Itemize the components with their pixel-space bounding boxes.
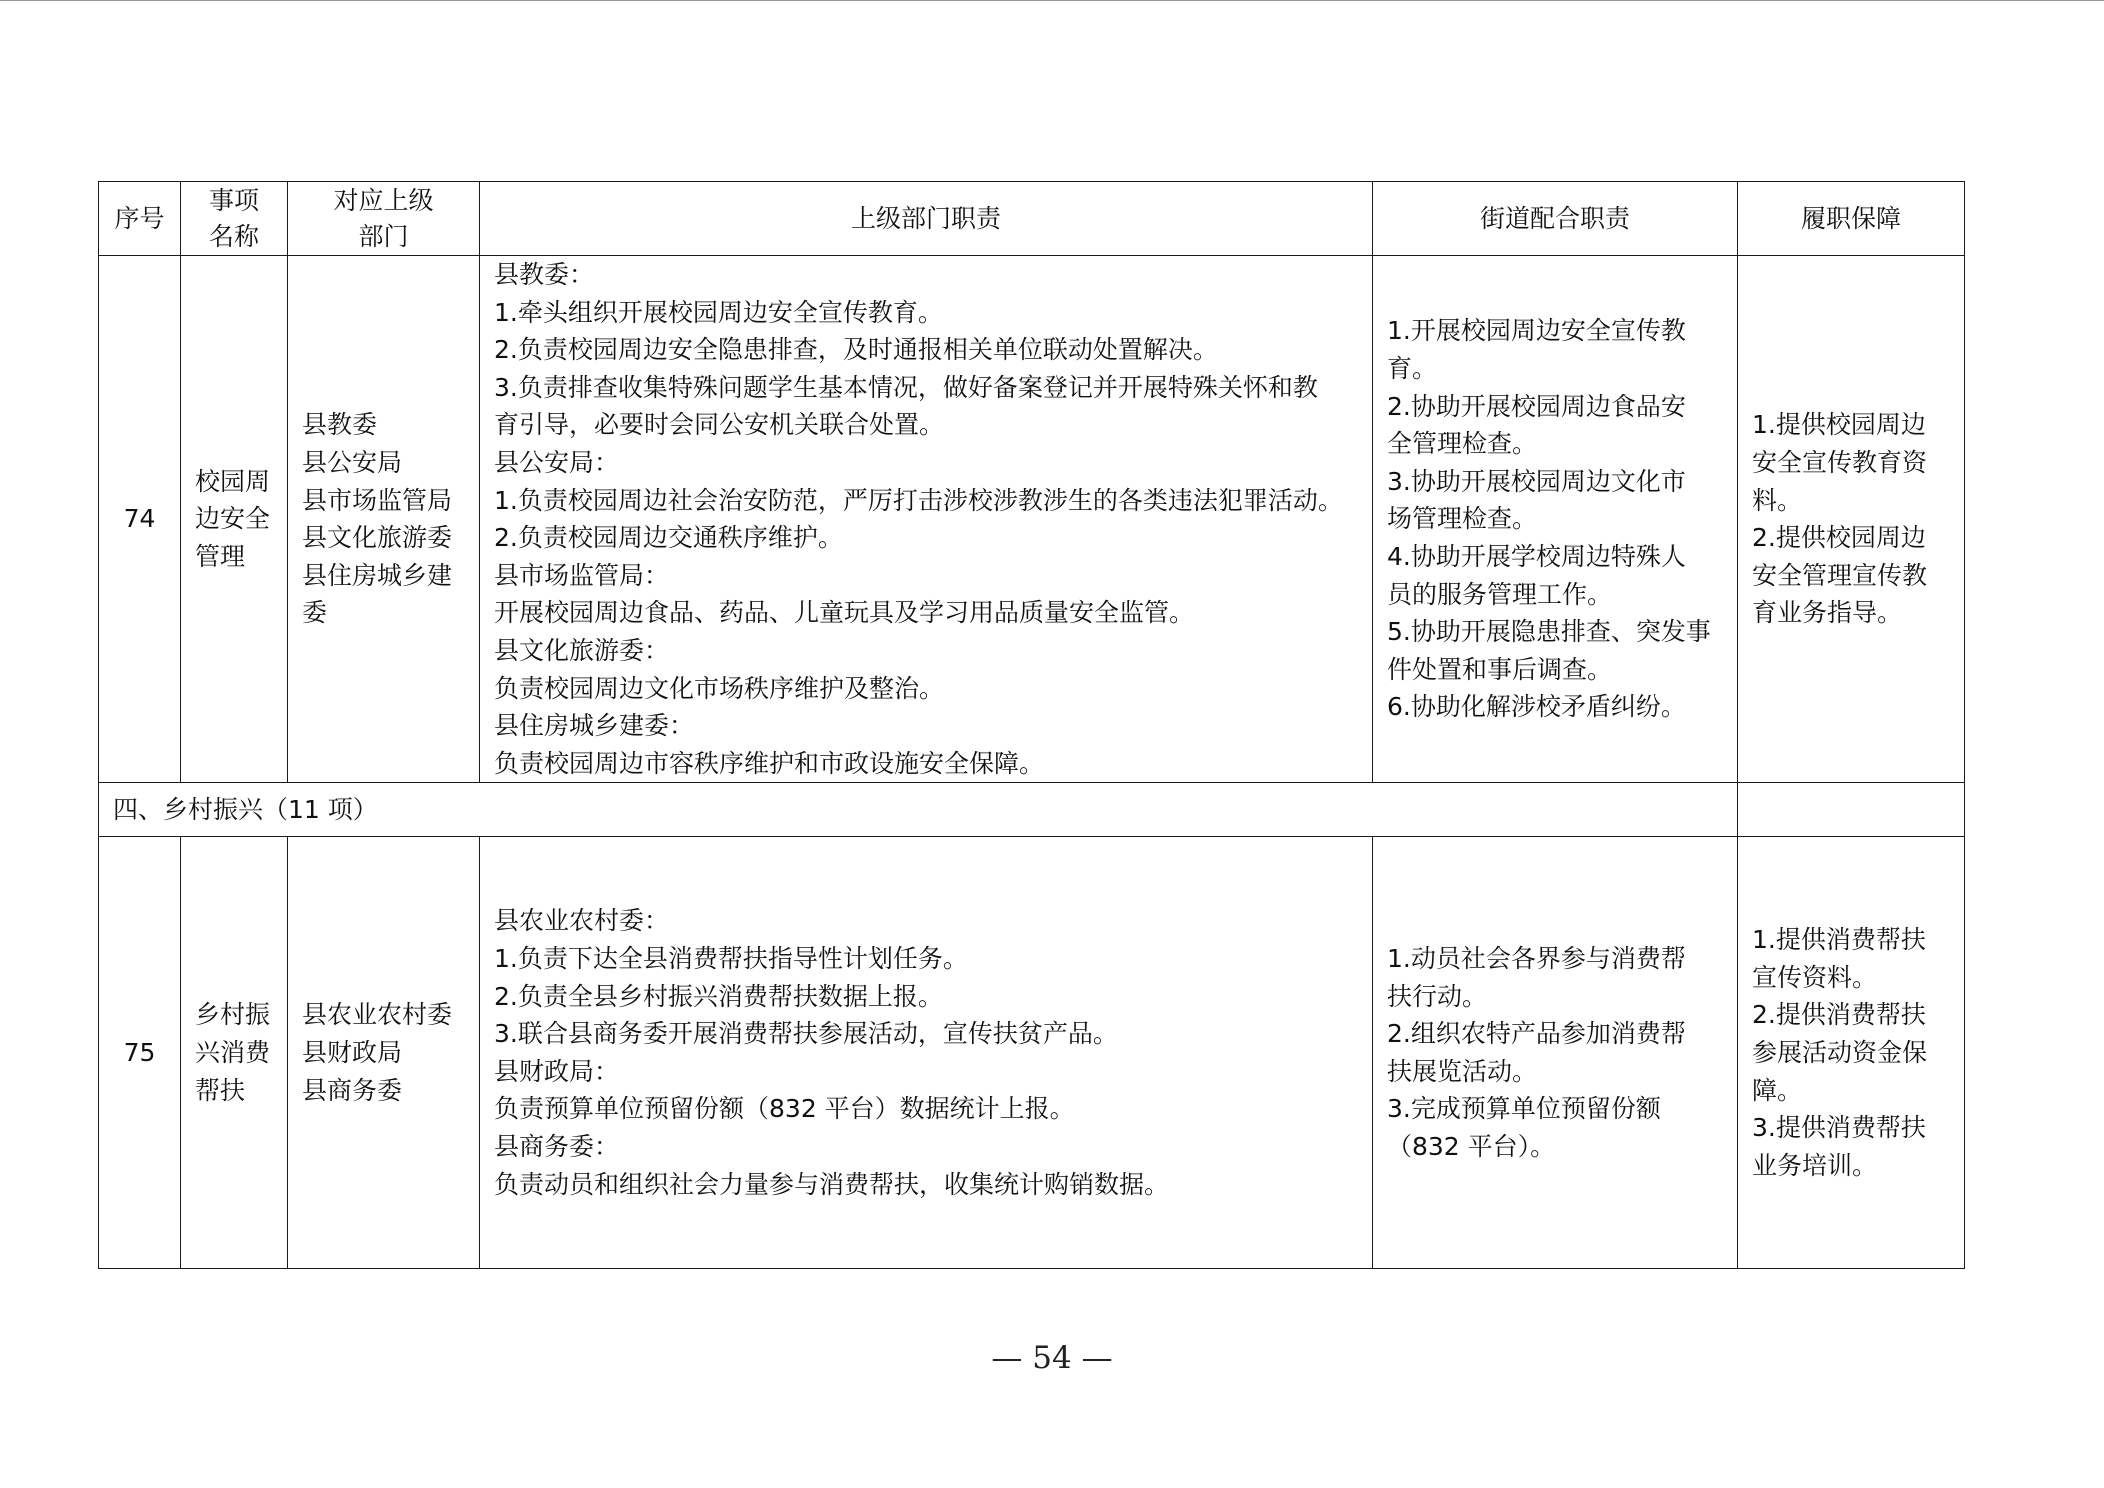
page-number: — 54 — xyxy=(991,1340,1113,1376)
dept-line: 县农业农村委 xyxy=(302,1000,453,1030)
guarantee-line: 安全管理宣传教 xyxy=(1752,560,1928,590)
section-row xyxy=(99,783,1965,837)
street-line: 员的服务管理工作。 xyxy=(1387,579,1613,609)
duty-line: 负责预算单位预留份额（832 平台）数据统计上报。 xyxy=(494,1094,1075,1124)
dept-line: 县住房城乡建 xyxy=(302,560,453,590)
guarantee-line: 1.提供校园周边 xyxy=(1752,410,1926,440)
header-dept xyxy=(288,182,480,256)
header-item-name xyxy=(181,182,288,256)
header-street-duties: 街道配合职责 xyxy=(1373,182,1738,256)
duty-line: 县文化旅游委： xyxy=(494,635,670,665)
duty-line: 2.负责校园周边安全隐患排查，及时通报相关单位联动处置解决。 xyxy=(494,335,1218,365)
guarantee-line: 参展活动资金保 xyxy=(1752,1038,1928,1068)
name-line: 帮扶 xyxy=(195,1075,246,1105)
street-line: 场管理检查。 xyxy=(1387,504,1538,534)
row-street-duties xyxy=(1373,256,1738,783)
row-item-name xyxy=(181,256,288,783)
duty-line: 2.负责校园周边交通秩序维护。 xyxy=(494,523,843,553)
guarantee-line: 1.提供消费帮扶 xyxy=(1752,925,1926,955)
table-row xyxy=(99,256,1965,783)
duty-line: 负责校园周边市容秩序维护和市政设施安全保障。 xyxy=(494,748,1045,778)
duty-line: 1.牵头组织开展校园周边安全宣传教育。 xyxy=(494,297,943,327)
name-line: 校园周 xyxy=(195,466,271,496)
duty-line: 负责校园周边文化市场秩序维护及整治。 xyxy=(494,673,945,703)
street-line: 扶行动。 xyxy=(1387,981,1488,1011)
table-header-row xyxy=(99,182,1965,256)
dept-line: 县财政局 xyxy=(302,1038,403,1068)
header-superior-duties: 上级部门职责 xyxy=(480,182,1373,256)
section-empty-cell xyxy=(1738,783,1965,837)
duty-line: 县教委： xyxy=(494,260,595,289)
section-title: 四、乡村振兴（11 项） xyxy=(99,783,1738,837)
street-line: 件处置和事后调查。 xyxy=(1387,654,1613,684)
duty-line: 3.负责排查收集特殊问题学生基本情况，做好备案登记并开展特殊关怀和教 xyxy=(494,372,1318,402)
street-line: 全管理检查。 xyxy=(1387,429,1538,459)
guarantee-line: 业务培训。 xyxy=(1752,1150,1878,1180)
guarantee-line: 育业务指导。 xyxy=(1752,598,1903,628)
header-item-name-line: 名称 xyxy=(208,221,259,251)
header-dept-line: 对应上级 xyxy=(333,185,434,215)
street-line: 3.协助开展校园周边文化市 xyxy=(1387,466,1686,496)
street-line: （832 平台）。 xyxy=(1387,1132,1556,1161)
row-depts xyxy=(288,837,480,1269)
duty-line: 县商务委： xyxy=(494,1132,620,1161)
guarantee-line: 安全宣传教育资 xyxy=(1752,447,1928,477)
street-line: 4.协助开展学校周边特殊人 xyxy=(1387,541,1686,571)
street-line: 1.动员社会各界参与消费帮 xyxy=(1387,944,1686,974)
dept-line: 县市场监管局 xyxy=(302,485,453,515)
name-line: 管理 xyxy=(195,541,246,571)
row-guarantee xyxy=(1738,837,1965,1269)
row-seq: 74 xyxy=(99,256,181,783)
dept-line: 县商务委 xyxy=(302,1075,403,1105)
street-line: 2.协助开展校园周边食品安 xyxy=(1387,391,1686,421)
street-line: 扶展览活动。 xyxy=(1387,1056,1538,1086)
duty-line: 3.联合县商务委开展消费帮扶参展活动，宣传扶贫产品。 xyxy=(494,1019,1118,1049)
header-dept-line: 部门 xyxy=(358,221,409,251)
dept-line: 县文化旅游委 xyxy=(302,523,453,553)
row-superior-duties xyxy=(480,837,1373,1269)
street-line: 3.完成预算单位预留份额 xyxy=(1387,1094,1661,1124)
street-line: 2.组织农特产品参加消费帮 xyxy=(1387,1019,1686,1049)
row-depts xyxy=(288,256,480,783)
street-line: 1.开展校园周边安全宣传教 xyxy=(1387,316,1686,346)
guarantee-line: 障。 xyxy=(1752,1075,1803,1105)
duty-line: 县财政局： xyxy=(494,1056,620,1086)
duty-line: 2.负责全县乡村振兴消费帮扶数据上报。 xyxy=(494,981,943,1011)
row-item-name xyxy=(181,837,288,1269)
guarantee-line: 料。 xyxy=(1752,485,1803,515)
guarantee-line: 3.提供消费帮扶 xyxy=(1752,1113,1926,1143)
duty-line: 育引导，必要时会同公安机关联合处置。 xyxy=(494,410,945,440)
name-line: 乡村振 xyxy=(195,1000,271,1030)
duty-line: 1.负责下达全县消费帮扶指导性计划任务。 xyxy=(494,944,968,974)
guarantee-line: 2.提供消费帮扶 xyxy=(1752,1000,1926,1030)
duty-line: 县市场监管局： xyxy=(494,560,670,590)
duty-table xyxy=(98,181,1965,1269)
name-line: 边安全 xyxy=(195,504,271,534)
duty-line: 县农业农村委： xyxy=(494,906,670,936)
duty-line: 县公安局： xyxy=(494,447,620,477)
dept-line: 县公安局 xyxy=(302,447,403,477)
duty-line: 负责动员和组织社会力量参与消费帮扶，收集统计购销数据。 xyxy=(494,1169,1170,1199)
page-top-rule xyxy=(0,0,2104,1)
name-line: 兴消费 xyxy=(195,1038,271,1068)
duty-line: 1.负责校园周边社会治安防范，严厉打击涉校涉教涉生的各类违法犯罪活动。 xyxy=(494,485,1343,515)
street-line: 6.协助化解涉校矛盾纠纷。 xyxy=(1387,692,1686,722)
duty-line: 开展校园周边食品、药品、儿童玩具及学习用品质量安全监管。 xyxy=(494,598,1195,628)
row-seq: 75 xyxy=(99,837,181,1269)
header-seq: 序号 xyxy=(99,182,181,256)
dept-line: 委 xyxy=(302,598,328,628)
duty-line: 县住房城乡建委： xyxy=(494,711,695,741)
row-guarantee xyxy=(1738,256,1965,783)
row-superior-duties xyxy=(480,256,1373,783)
header-item-name-line: 事项 xyxy=(208,185,259,215)
header-guarantee: 履职保障 xyxy=(1738,182,1965,256)
row-street-duties xyxy=(1373,837,1738,1269)
street-line: 5.协助开展隐患排查、突发事 xyxy=(1387,617,1711,647)
guarantee-line: 2.提供校园周边 xyxy=(1752,523,1926,553)
guarantee-line: 宣传资料。 xyxy=(1752,962,1878,992)
table-row xyxy=(99,837,1965,1269)
dept-line: 县教委 xyxy=(302,410,378,440)
street-line: 育。 xyxy=(1387,353,1438,383)
